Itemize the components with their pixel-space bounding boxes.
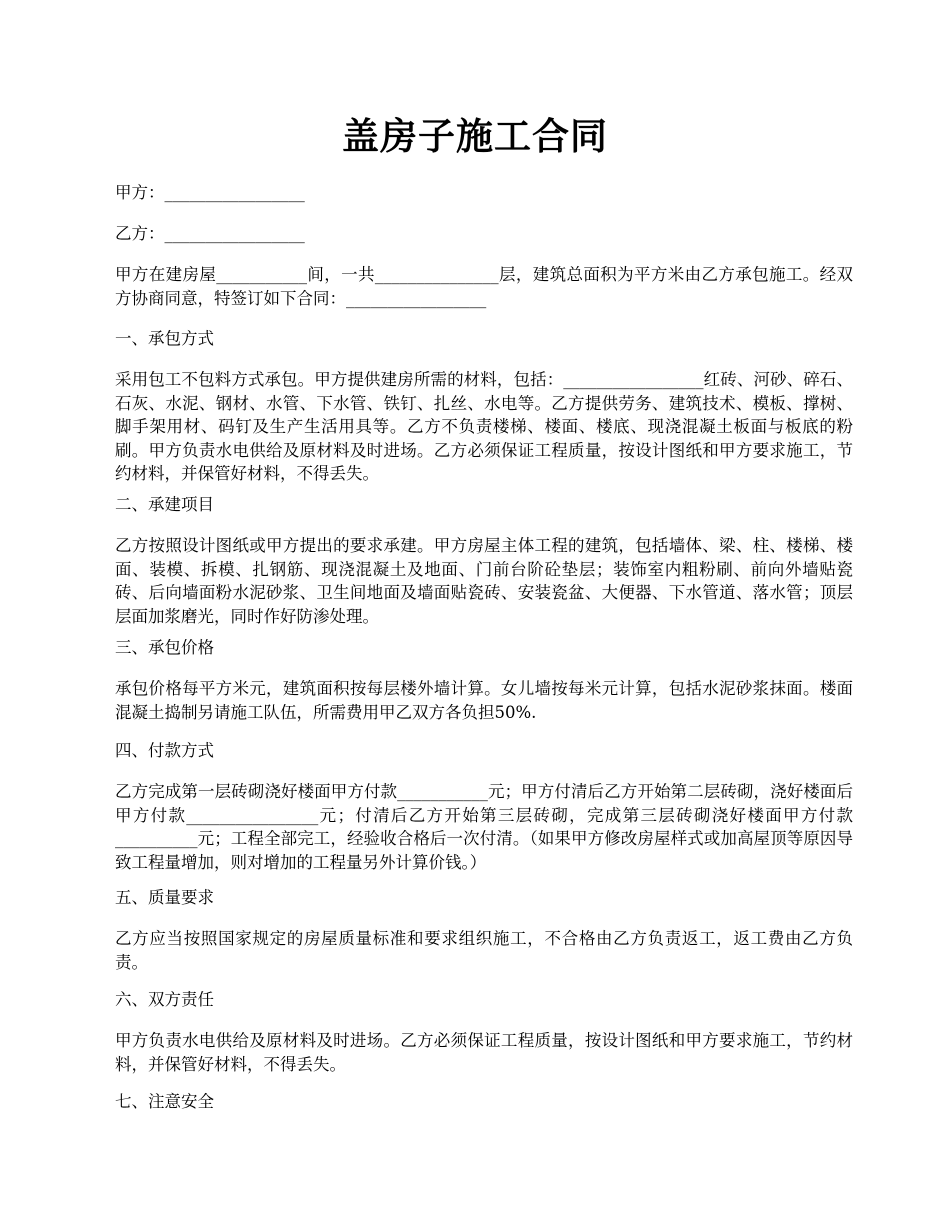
section-heading-contract-method: 一、承包方式 — [115, 329, 214, 348]
section-body-construction-items: 乙方按照设计图纸或甲方提出的要求承建。甲方房屋主体工程的建筑，包括墙体、梁、柱、楼梯、楼面、装模、拆模、扎钢筋、现浇混凝土及地面、门前台阶砼垫层；装饰室内粗粉刷、前向外墙贴瓷砖、后向墙面粉水泥砂浆、卫生间地面及墙面贴瓷砖、安装瓷盆、大便器、下水管道、落水管；顶层层面加浆磨光，同时作好防渗处理。 — [115, 536, 853, 626]
section-heading-payment: 四、付款方式 — [115, 741, 214, 760]
party-b-line: 乙方：_________________ — [115, 224, 305, 243]
section-body-contract-method: 采用包工不包料方式承包。甲方提供建房所需的材料，包括：_________________红砖、河砂、碎石、石灰、水泥、钢材、水管、下水管、铁钉、扎丝、水电等。乙方提供劳务、建筑技术、模板、撑树、脚手架用材、码钉及生产生活用具等。乙方不负责楼梯、楼面、楼底、现浇混凝土板面与板底的粉刷。甲方负责水电供给及原材料及时进场。乙方必须保证工程质量，按设计图纸和甲方要求施工，节约材料，并保管好材料，不得丢失。 — [115, 370, 853, 483]
section-body-responsibilities: 甲方负责水电供给及原材料及时进场。乙方必须保证工程质量，按设计图纸和甲方要求施工，节约材料，并保管好材料，不得丢失。 — [115, 1031, 853, 1074]
section-body-price: 承包价格每平方米元，建筑面积按每层楼外墙计算。女儿墙按每米元计算，包括水泥砂浆抹面。楼面混凝土捣制另请施工队伍，所需费用甲乙双方各负担50%. — [115, 679, 853, 722]
section-heading-construction-items: 二、承建项目 — [115, 495, 214, 514]
section-body-quality: 乙方应当按照国家规定的房屋质量标准和要求组织施工，不合格由乙方负责返工，返工费由乙方负责。 — [115, 929, 853, 972]
intro-paragraph: 甲方在建房屋___________间，一共_______________层，建筑总面积为平方米由乙方承包施工。经双方协商同意，特签订如下合同：_________________ — [115, 265, 853, 308]
section-body-payment: 乙方完成第一层砖砌浇好楼面甲方付款___________元；甲方付清后乙方开始第二层砖砌，浇好楼面后甲方付款________________元；付清后乙方开始第三层砖砌，完成第三层砖砌浇好楼面甲方付款__________元；工程全部完工，经验收合格后一次付清。（如果甲方修改房屋样式或加高屋顶等原因导致工程量增加，则对增加的工程量另外计算价钱。） — [115, 782, 853, 872]
party-a-line: 甲方：_________________ — [115, 183, 305, 202]
section-heading-quality: 五、质量要求 — [115, 888, 214, 907]
section-heading-responsibilities: 六、双方责任 — [115, 990, 214, 1009]
section-heading-safety: 七、注意安全 — [115, 1092, 214, 1111]
section-heading-price: 三、承包价格 — [115, 638, 214, 657]
document-title: 盖房子施工合同 — [342, 114, 608, 158]
